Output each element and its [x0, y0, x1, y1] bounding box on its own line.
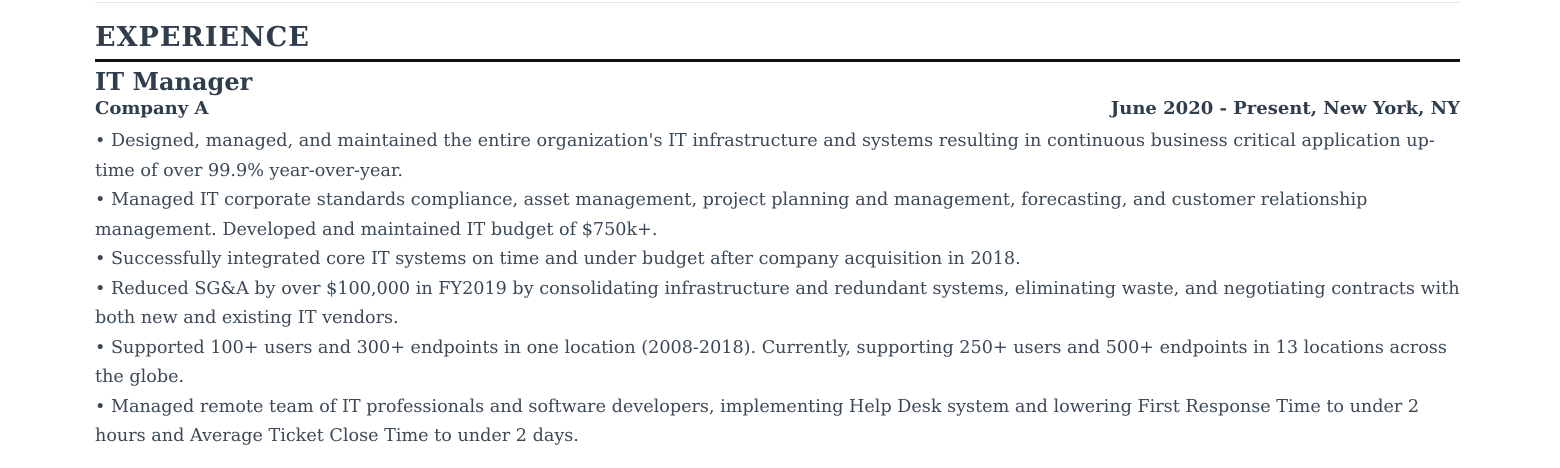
bullet-item: • Successfully integrated core IT systems on time and under budget after company acquisition in 2018.: [95, 249, 1021, 269]
bullet-item: • Supported 100+ users and 300+ endpoints in one location (2008-2018). Currently, supporting 250+ users and 500+ endpoints in 13 locations across the globe.: [95, 337, 1447, 387]
section-divider: [95, 59, 1460, 62]
bullet-item: • Managed remote team of IT professionals and software developers, implementing Help Desk system and lowering First Response Time to under 2 hours and Average Ticket Close Time to under 2 days.: [95, 396, 1420, 446]
job-meta: [95, 97, 1460, 121]
bullet-item: • Designed, managed, and maintained the entire organization's IT infrastructure and systems resulting in continuous business critical application up-time of over 99.9% year-over-year.: [95, 131, 1435, 181]
job-bullets: [95, 127, 1460, 452]
job-entry: [95, 67, 1460, 452]
section-title: EXPERIENCE: [95, 22, 310, 53]
top-divider: [95, 2, 1460, 3]
bullet-item: • Reduced SG&A by over $100,000 in FY2019 by consolidating infrastructure and redundant systems, eliminating waste, and negotiating contracts with both new and existing IT vendors.: [95, 278, 1460, 328]
job-dates-location: June 2020 - Present, New York, NY: [1110, 98, 1460, 119]
experience-section: [95, 18, 1460, 452]
company-name: Company A: [95, 98, 209, 119]
bullet-item: • Managed IT corporate standards compliance, asset management, project planning and management, forecasting, and customer relationship management. Developed and maintained IT budget of $750k+.: [95, 190, 1368, 240]
job-title: IT Manager: [95, 67, 253, 96]
